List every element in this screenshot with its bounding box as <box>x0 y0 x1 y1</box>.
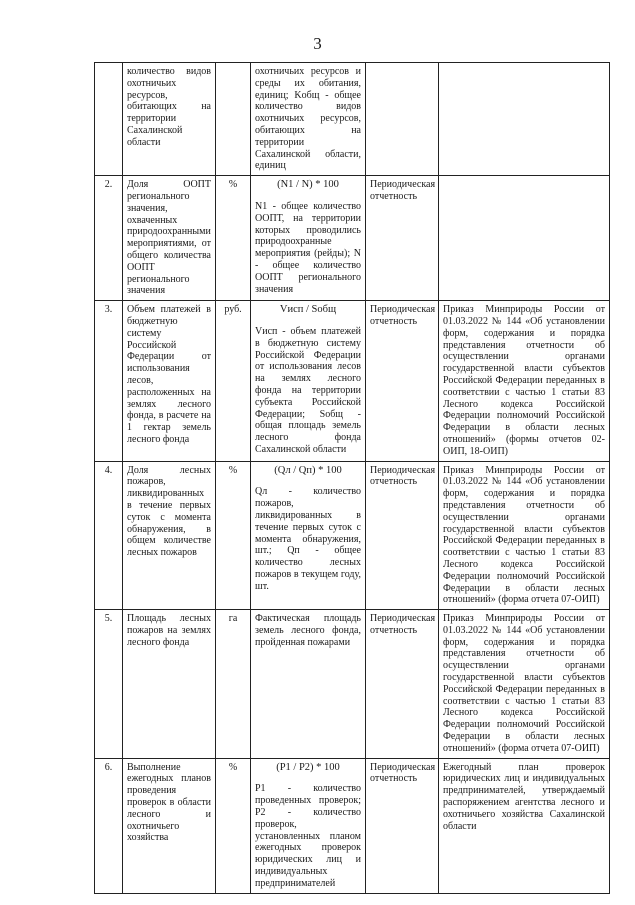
page-number: 3 <box>313 34 322 53</box>
table-row <box>95 758 610 893</box>
table-row <box>95 176 610 301</box>
row-number: 4. <box>95 461 123 610</box>
formula: (P1 / P2) * 100 <box>276 761 340 773</box>
method-cell <box>251 758 366 893</box>
source-cell: Приказ Минприроды России от 01.03.2022 № 144 «Об установлении форм, содержания и порядка представления отчетности об осуществлении органами государственной власти субъектов Российской Федерации переданных в соответствии с частью 1 статьи 83 Лесного кодекса Российской Федерации полномочий Российской Федерации в области лесных отношений» (форма отчета 07-ОИП) <box>439 610 610 759</box>
table-row <box>95 461 610 610</box>
indicator-name: Доля лесных пожаров, ликвидированных в течение первых суток с момента обнаружения, в общем количестве лесных пожаров <box>123 461 216 610</box>
method-text: N1 - общее количество ООПТ, на территории которых проводились природоохранные мероприятия (рейды); N - общее количество ООПТ регионального значения <box>255 200 361 295</box>
row-number: 5. <box>95 610 123 759</box>
row-number: 3. <box>95 301 123 461</box>
period-cell <box>366 63 439 176</box>
formula: (N1 / N) * 100 <box>277 179 339 191</box>
table-row <box>95 63 610 176</box>
method-cell <box>251 301 366 461</box>
period-cell: Периодическая отчетность <box>366 301 439 461</box>
row-number: 2. <box>95 176 123 301</box>
period-cell: Периодическая отчетность <box>366 610 439 759</box>
period-cell: Периодическая отчетность <box>366 176 439 301</box>
indicator-name: Площадь лесных пожаров на землях лесного фонда <box>123 610 216 759</box>
indicator-name: Выполнение ежегодных планов проведения проверок в области лесного и охотничьего хозяйства <box>123 758 216 893</box>
source-cell: Приказ Минприроды России от 01.03.2022 № 144 «Об установлении форм, содержания и порядка представления отчетности об осуществлении органами государственной власти субъектов Российской Федерации переданных в соответствии с частью 1 статьи 83 Лесного кодекса Российской Федерации полномочий Российской Федерации в области лесных отношений» (форма отчета 07-ОИП) <box>439 461 610 610</box>
method-text: Фактическая площадь земель лесного фонда, пройденная пожарами <box>255 613 361 648</box>
source-cell <box>439 176 610 301</box>
method-cell <box>251 176 366 301</box>
indicator-name: Объем платежей в бюджетную систему Российской Федерации от использования лесов, расположенных на землях лесного фонда, в расчете на 1 гектар земель лесного фонда <box>123 301 216 461</box>
source-cell: Ежегодный план проверок юридических лиц и индивидуальных предпринимателей, утверждаемый распоряжением агентства лесного и охотничьего хозяйства Сахалинской области <box>439 758 610 893</box>
method-cell <box>251 63 366 176</box>
row-number <box>95 63 123 176</box>
method-text: охотничьих ресурсов и среды их обитания, единиц; Kобщ - общее количество видов охотничьих ресурсов, обитающих на территории Сахалинской области, единиц <box>255 66 361 172</box>
unit-cell: га <box>216 610 251 759</box>
table-row <box>95 610 610 759</box>
indicator-name: Доля ООПТ регионального значения, охваченных природоохранными мероприятиями, от общего количества ООПТ регионального значения <box>123 176 216 301</box>
table-row <box>95 301 610 461</box>
unit-cell <box>216 63 251 176</box>
indicators-table <box>94 62 610 894</box>
source-cell: Приказ Минприроды России от 01.03.2022 № 144 «Об установлении форм, содержания и порядка представления отчетности об осуществлении органами государственной власти субъектов Российской Федерации переданных в соответствии с частью 1 статьи 83 Лесного кодекса Российской Федерации полномочий Российской Федерации в области лесных отношений» (формы отчетов 02-ОИП, 18-ОИП) <box>439 301 610 461</box>
source-cell <box>439 63 610 176</box>
method-cell <box>251 610 366 759</box>
unit-cell: % <box>216 758 251 893</box>
period-cell: Периодическая отчетность <box>366 758 439 893</box>
indicator-name: количество видов охотничьих ресурсов, обитающих на территории Сахалинской области <box>123 63 216 176</box>
method-cell <box>251 461 366 610</box>
unit-cell: % <box>216 176 251 301</box>
period-cell: Периодическая отчетность <box>366 461 439 610</box>
formula: Vисп / Sобщ <box>279 304 337 316</box>
method-text: Vисп - объем платежей в бюджетную систему Российской Федерации от использования лесов на землях лесного фонда на территории субъекта Российской Федерации; Sобщ - общая площадь земель лесного фонда Сахалинской области <box>255 325 361 455</box>
unit-cell: руб. <box>216 301 251 461</box>
method-text: Qл - количество пожаров, ликвидированных в течение первых суток с момента обнаружения, шт.; Qп - общее количество лесных пожаров в текущем году, шт. <box>255 486 361 592</box>
formula: (Qл / Qп) * 100 <box>274 464 342 476</box>
row-number: 6. <box>95 758 123 893</box>
method-text: P1 - количество проведенных проверок; P2 - количество проверок, установленных планом ежегодных проверок юридических лиц и индивидуальных предпринимателей <box>255 783 361 889</box>
unit-cell: % <box>216 461 251 610</box>
